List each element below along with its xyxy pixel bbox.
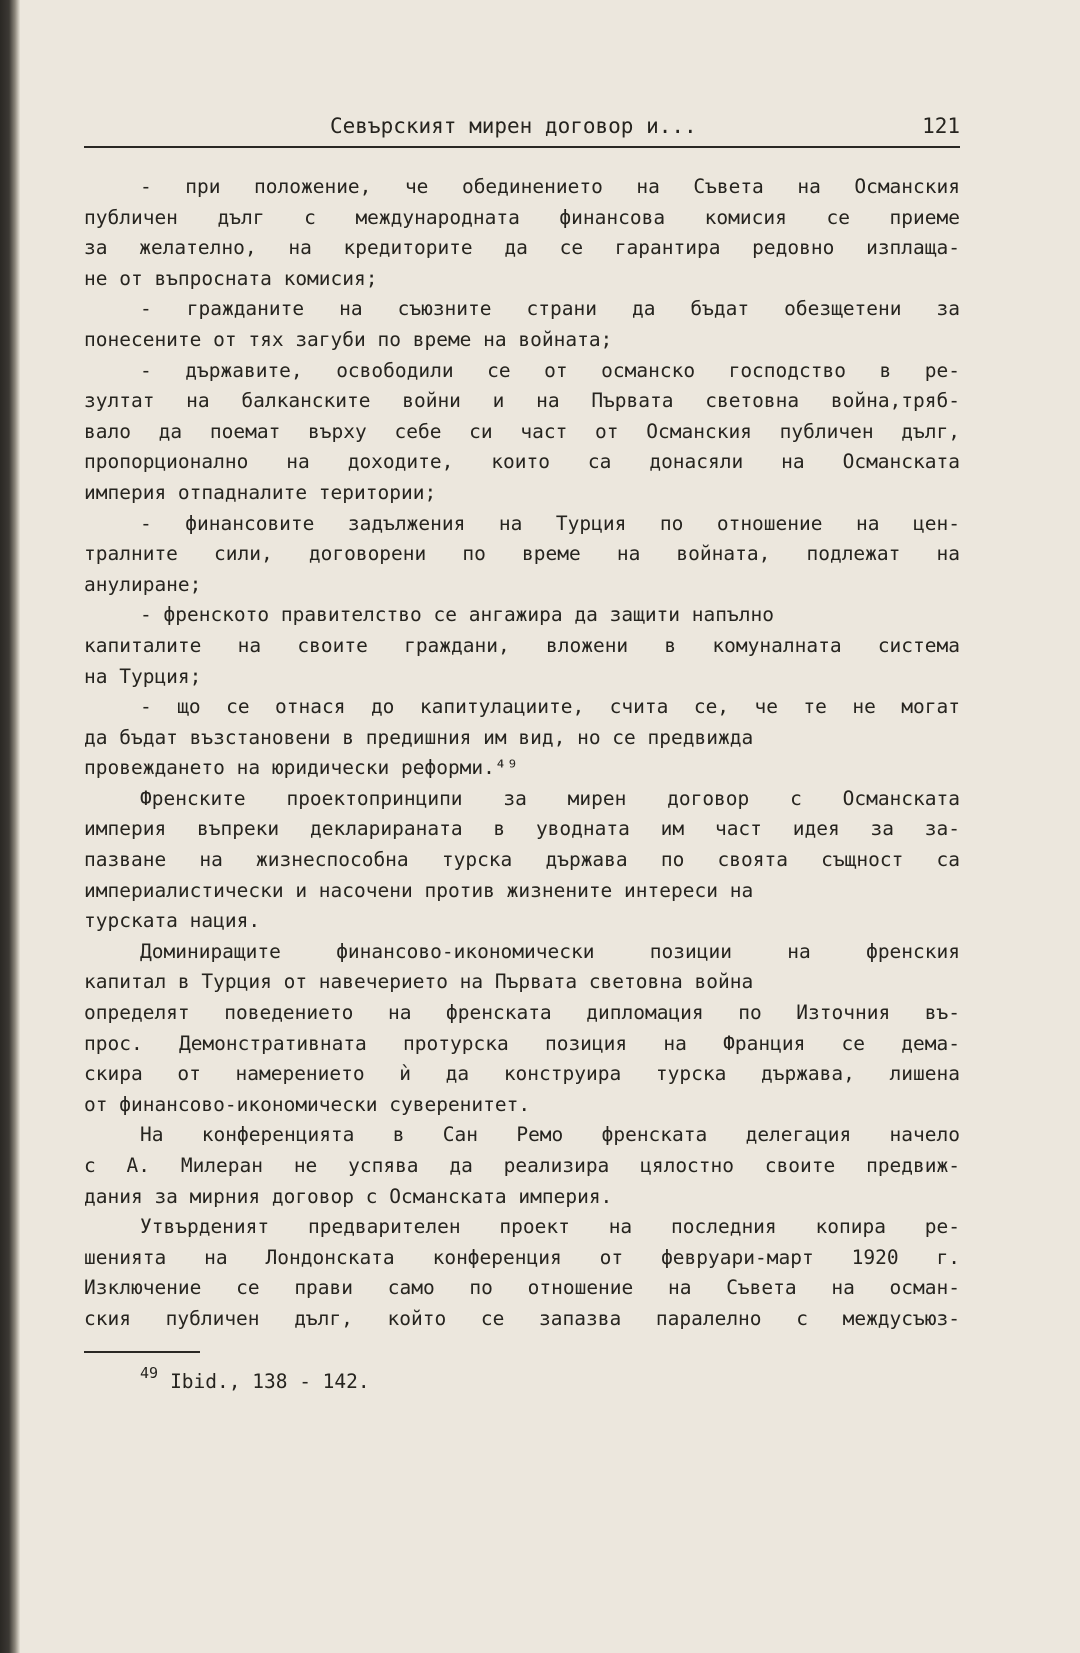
text-line: Френските проектопринципи за мирен договор с Османската xyxy=(140,786,960,810)
text-line: турската нация. xyxy=(84,909,261,933)
text-line: капиталите на своите граждани, вложени в комуналната система xyxy=(84,633,960,657)
text-line: от финансово-икономически суверенитет. xyxy=(84,1092,531,1116)
text-line: анулиране; xyxy=(84,572,202,596)
text-line: Изключение се прави само по отношение на Съвета на осман- xyxy=(84,1276,960,1300)
text-line: империя отпадналите територии; xyxy=(84,480,437,504)
text-line: - що се отнася до капитулациите, счита се, че те не могат xyxy=(140,695,960,719)
text-line: - при положение, че обединението на Съвета на Османския xyxy=(140,175,960,198)
text-line: скира от намерението ѝ да конструира турска държава, лишена xyxy=(84,1062,960,1086)
text-line: Доминиращите финансово-икономически позиции на френския xyxy=(140,939,960,963)
text-line: капитал в Турция от навечерието на Първата световна война xyxy=(84,970,754,994)
page-binding-edge xyxy=(0,0,20,1653)
text-line: империалистически и насочени против жизнените интереси на xyxy=(84,878,754,902)
text-line: определят поведението на френската дипломация по Източния въ- xyxy=(84,1001,960,1025)
text-line: пазване на жизнеспособна турска държава по своята същност са xyxy=(84,848,960,872)
text-line: империя въпреки декларираната в уводната им част идея за за- xyxy=(84,817,960,841)
body-text xyxy=(84,172,960,1335)
text-line: На конференцията в Сан Ремо френската делегация начело xyxy=(140,1123,960,1147)
text-line: шенията на Лондонската конференция от февруари-март 1920 г. xyxy=(84,1245,960,1269)
text-line: за желателно, на кредиторите да се гарантира редовно изплаща- xyxy=(84,236,960,260)
text-line: не от въпросната комисия; xyxy=(84,266,378,290)
text-line: пропорционално на доходите, които са донасяли на Османската xyxy=(84,450,960,474)
text-line: - финансовите задължения на Турция по отношение на цен- xyxy=(140,511,960,535)
text-line: тралните сили, договорени по време на войната, подлежат на xyxy=(84,542,960,566)
text-line: вало да поемат върху себе си част от Османския публичен дълг, xyxy=(84,419,960,443)
footnote-text: Ibid., 138 - 142. xyxy=(170,1370,370,1393)
page-header xyxy=(84,110,960,148)
text-line: прос. Демонстративната протурска позиция на Франция се дема- xyxy=(84,1031,960,1055)
text-line: ския публичен дълг, който се запазва паралелно с междусъюз- xyxy=(84,1306,960,1330)
page-number: 121 xyxy=(922,114,960,138)
text-line: с А. Милеран не успява да реализира цялостно своите предвиж- xyxy=(84,1154,960,1177)
text-line: на Турция; xyxy=(84,664,202,688)
footnote-rule xyxy=(84,1351,200,1353)
text-line: - държавите, освободили се от османско господство в ре- xyxy=(140,358,960,382)
text-line: понесените от тях загуби по време на войната; xyxy=(84,327,613,351)
text-line: дания за мирния договор с Османската империя. xyxy=(84,1184,613,1208)
text-line: - френското правителство се ангажира да защити напълно xyxy=(140,603,774,627)
text-line: зултат на балканските войни и на Първата световна война,тряб- xyxy=(84,389,960,413)
text-line: провеждането на юридически реформи.⁴⁹ xyxy=(84,756,519,780)
footnote-marker: 49 xyxy=(140,1364,159,1382)
text-line: Утвърденият предварителен проект на последния копира ре- xyxy=(140,1215,960,1239)
running-title: Севърският мирен договор и... xyxy=(330,114,697,138)
footnote xyxy=(140,1364,370,1393)
text-line: публичен дълг с международната финансова комисия се приеме xyxy=(84,205,960,229)
text-line: - гражданите на съюзните страни да бъдат обезщетени за xyxy=(140,297,960,321)
text-line: да бъдат възстановени в предишния им вид, но се предвижда xyxy=(84,725,754,749)
